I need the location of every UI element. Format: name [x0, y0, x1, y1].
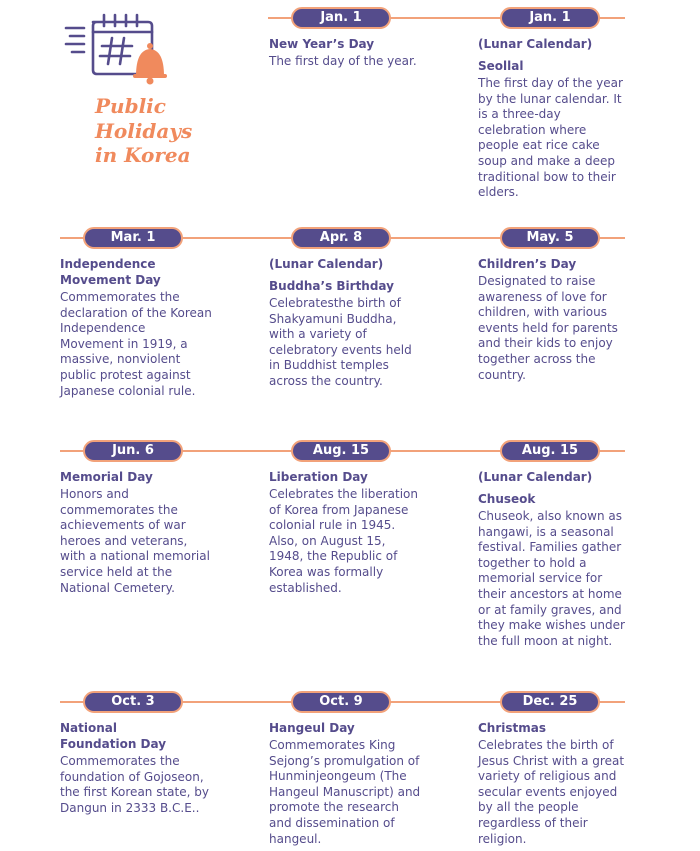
title-line-2: Holidays: [95, 118, 193, 143]
holiday-description: Celebratesthe birth of Shakyamuni Buddha, with a variety of celebratory events held in Buddhist temples across the country.: [269, 296, 412, 388]
holiday-name: New Year’s Day: [269, 37, 375, 51]
holiday-description: Commemorates the declaration of the Korean Independence Movement in 1919, a massive, nonviolent public protest against Japanese colonial rule.: [60, 290, 212, 398]
holiday-name: Memorial Day: [60, 470, 153, 484]
holiday-description: The first day of the year.: [269, 54, 417, 68]
holiday-entry: [269, 36, 429, 70]
holiday-entry: [60, 469, 210, 596]
date-pill: Jun. 6: [83, 440, 183, 462]
holiday-description: Designated to raise awareness of love for children, with various events held for parents and their kids to enjoy together across the country.: [478, 274, 618, 382]
holiday-note: (Lunar Calendar): [478, 470, 593, 484]
holiday-note: (Lunar Calendar): [269, 257, 384, 271]
holiday-description: The first day of the year by the lunar calendar. It is a three-day celebration where people eat rice cake soup and make a deep traditional bow to their elders.: [478, 76, 623, 200]
holiday-entry: [269, 256, 419, 390]
date-pill: Mar. 1: [83, 227, 183, 249]
holiday-name: Liberation Day: [269, 470, 368, 484]
holiday-entry: [60, 720, 210, 816]
title-line-1: Public: [95, 94, 166, 118]
calendar-bell-icon: [64, 8, 168, 88]
holiday-name: Christmas: [478, 721, 547, 735]
holiday-name: Children’s Day: [478, 257, 577, 271]
holiday-entry: [478, 720, 630, 847]
date-pill: Dec. 25: [500, 691, 600, 713]
page-title: [95, 94, 192, 168]
holiday-name: Buddha’s Birthday: [269, 279, 394, 293]
holiday-name: National Foundation Day: [60, 721, 167, 751]
holiday-description: Commemorates the foundation of Gojoseon, the first Korean state, by Dangun in 2333 B.C.E..: [60, 754, 209, 815]
date-pill: May. 5: [500, 227, 600, 249]
date-pill: Oct. 3: [83, 691, 183, 713]
holiday-name: Hangeul Day: [269, 721, 355, 735]
title-line-3: in Korea: [95, 143, 191, 167]
holiday-note: (Lunar Calendar): [478, 37, 593, 51]
holiday-description: Celebrates the liberation of Korea from Japanese colonial rule in 1945. Also, on August 15, 1948, the Republic of Korea was formally established.: [269, 487, 418, 595]
date-pill: Aug. 15: [291, 440, 391, 462]
holiday-description: Commemorates King Sejong’s promulgation of Hunminjeongeum (The Hangeul Manuscript) and promote the research and dissemination of hangeul.: [269, 738, 421, 846]
holiday-entry: [478, 469, 630, 649]
holiday-entry: [478, 256, 630, 383]
holiday-entry: [269, 469, 421, 596]
holiday-name: Seollal: [478, 59, 524, 73]
date-pill: Oct. 9: [291, 691, 391, 713]
holiday-entry: [60, 256, 212, 399]
holiday-description: Celebrates the birth of Jesus Christ with a great variety of religious and secular events enjoyed by all the people regardless of their religion.: [478, 738, 625, 846]
holiday-entry: [269, 720, 421, 847]
date-pill: Aug. 15: [500, 440, 600, 462]
date-pill: Jan. 1: [500, 7, 600, 29]
holiday-name: Independence Movement Day: [60, 257, 161, 287]
date-pill: Jan. 1: [291, 7, 391, 29]
holiday-description: Honors and commemorates the achievements of war heroes and veterans, with a national memorial service held at the National Cemetery.: [60, 487, 210, 595]
holiday-entry: [478, 36, 630, 201]
holiday-description: Chuseok, also known as hangawi, is a seasonal festival. Families gather together to hold a memorial service for their ancestors at home or at family graves, and they make wishes under the full moon at night.: [478, 509, 625, 648]
holiday-name: Chuseok: [478, 492, 536, 506]
date-pill: Apr. 8: [291, 227, 391, 249]
